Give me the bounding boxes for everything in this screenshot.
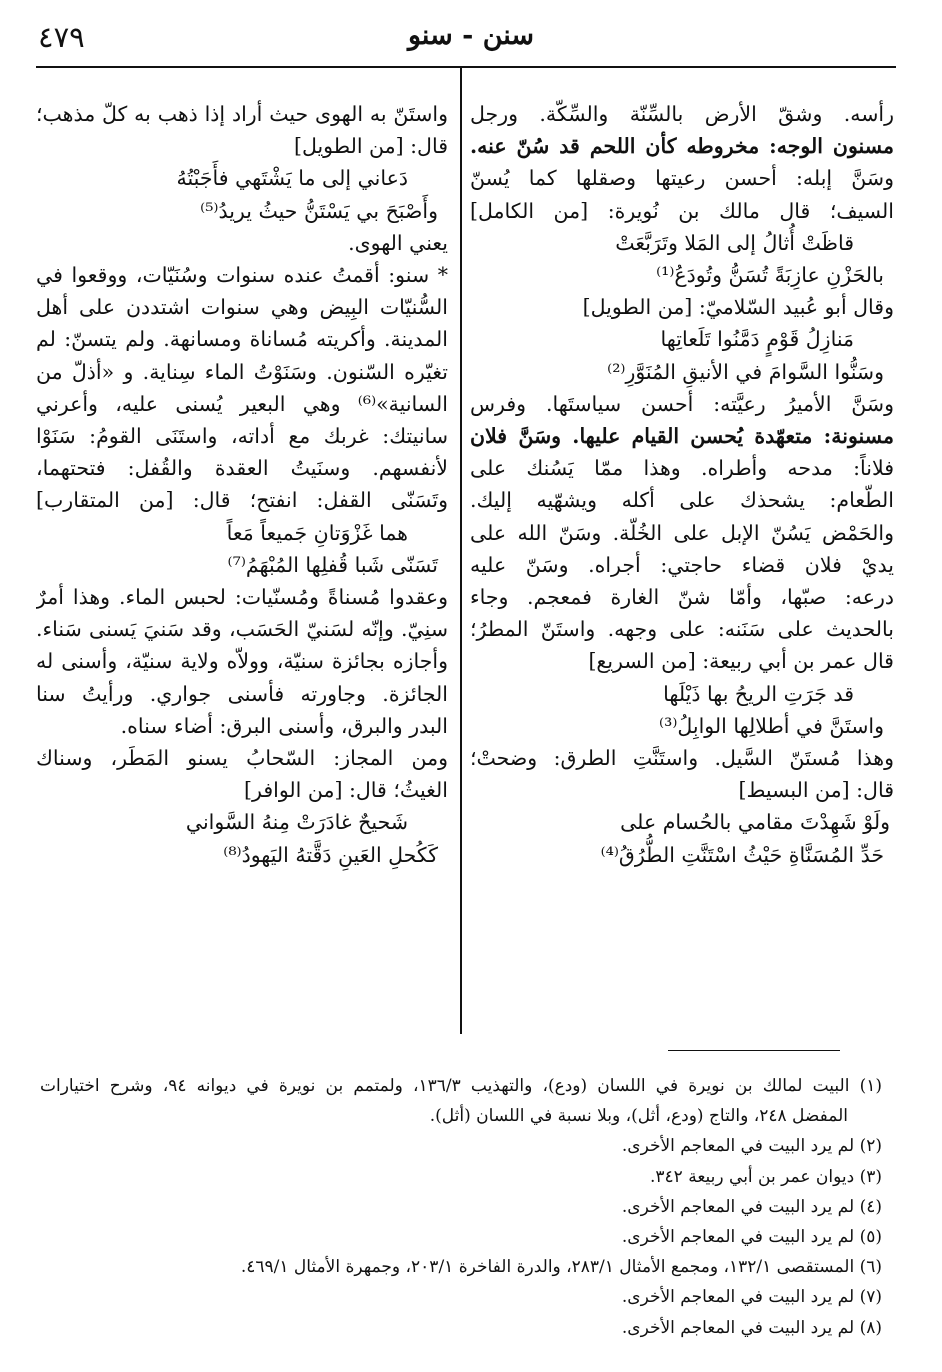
text-line: يعني الهوى. [348, 230, 448, 255]
footnotes [40, 1071, 882, 1343]
text-line: بالحديث على سَنَنه: على وجهه. واستَنّ المطرُ؛ [470, 617, 894, 642]
text-line: فلاناً: مدحه وأطراه. وهذا ممّا يَسُنك على [470, 456, 894, 481]
verse-line: كَكُحلِ العَينِ دَقَّتهُ اليَهودُ⁽⁸⁾ [223, 842, 438, 867]
text-line: وقال أبو عُبيد السّلاميّ: [من الطويل] [582, 295, 894, 320]
footnote: (٣) ديوان عمر بن أبي ربيعة ٣٤٢. [650, 1166, 882, 1187]
verse-line: وسَنُّوا السَّوامَ في الأنيقِ المُنَوَّرِ⁽²⁾ [607, 359, 884, 384]
header-rule [36, 66, 896, 68]
verse-line: وأَصْبَحَ بي يَسْتَنُّ حيثُ يريدُ⁽⁵⁾ [200, 198, 438, 223]
right-column [470, 98, 894, 871]
text-line: السيف؛ قال مالك بن نُويرة: [من الكامل] [470, 198, 894, 223]
verse-line: مَنازِلُ قَوْمٍ دَمَّنُوا تَلَعاتِها [660, 327, 854, 352]
text-line: وتَسَنّى القفل: انفتح؛ قال: [من المتقارب] [36, 488, 448, 513]
verse-line: شَحيحٌ غادَرَتْ مِنهُ السَّواني [185, 810, 408, 835]
text-line: مسنونة: متعهّدة يُحسن القيام عليها. وسَنَّ فلان [470, 424, 894, 449]
page-number: ٤٧٩ [38, 20, 85, 54]
verse-line: هما غَزْوَتانِ جَميعاً مَعاً [226, 520, 408, 545]
verse-line: تَسَنّى شَبا قُفلِها المُبْهَمُ⁽⁷⁾ [227, 552, 438, 577]
text-line: تغيّره السّنون. وسَنَوْتُ الماء سِناية. و «أذلّ من [36, 359, 448, 384]
text-line: سنِيّ. وإنّه لسَنيّ الحَسَب، وقد سَنيَ يَسنى سَناء. [36, 617, 448, 642]
text-line: السُّنيّات البِيض وهي سنوات اشتددن على أهل [36, 295, 448, 320]
text-line: وعقدوا مُسناةً ومُسنّيات: لحبس الماء. وهذا أمرٌ [36, 585, 448, 610]
text-line: قال: [من الطويل] [293, 134, 448, 159]
text-line: البدر والبرق، وأسنى البرق: أضاء سناه. [120, 713, 448, 738]
text-line: مسنون الوجه: مخروطه كأن اللحم قد سُنّ عنه. [470, 134, 894, 159]
text-line: واستَنّ به الهوى حيث أراد إذا ذهب به كلّ مذهب؛ [36, 102, 448, 126]
footnote: (٨) لم يرد البيت في المعاجم الأخرى. [621, 1317, 882, 1338]
footnote-continuation-text: المفضل ٢٤٨، والتاج (ودع، أثل)، وبلا نسبة في اللسان (أثل). [429, 1106, 848, 1127]
footnote: (١) البيت لمالك بن نويرة في اللسان (ودع)، والتهذيب ١٣٦/٣، ولمتمم بن نويرة في ديوانه ٩٤، وشرح اختيارات [40, 1076, 882, 1096]
text-line: الغيثُ؛ قال: [من الوافر] [244, 778, 448, 803]
text-line: قال: [من البسيط] [738, 778, 894, 803]
footnote: (٢) لم يرد البيت في المعاجم الأخرى. [621, 1136, 882, 1157]
text-line: رأسه. وشقّ الأرض بالسِّنّة والسِّكّة. ورجل [470, 102, 894, 126]
verse-line: ولَوْ شَهِدْتَ مقامي بالحُسام على [620, 810, 890, 835]
footnote: (٦) المستقصى ١٣٢/١، ومجمع الأمثال ٢٨٣/١، والدرة الفاخرة ٢٠٣/١، وجمهرة الأمثال ٤٦٩/١. [240, 1257, 882, 1278]
text-line: وهذا مُستَنّ السَّيل. واستَنَّتِ الطرق: وضحتْ؛ [470, 746, 894, 771]
text-line: المدينة. وأكريته مُساناة ومسانهة. ولم يتسنّ: لم [36, 327, 448, 352]
running-head: سنن - سنو [407, 20, 535, 51]
text-line: سانيتك: غربك مع أداته، واستَنَى القومُ: سَنَوْا [36, 424, 448, 449]
verse-line: دَعاني إلى ما يَشْتَهي فأَجَبْتُهُ [176, 166, 408, 191]
text-line: يديْ فلان قضاء حاجتي: أجراه. وسَنّ عليه [470, 552, 894, 577]
verse-line: حَدِّ المُسَنَّاةِ حَيْثُ اسْتَنَّتِ الطُّرُقُ⁽⁴⁾ [600, 842, 884, 867]
text-line: السانية»⁽⁶⁾ وهي البعير يُسنى عليه، وأعرني [36, 391, 448, 416]
text-line: والحَمْض يَسُنّ الإبل على الخُلّة. وسَنّ الله على [470, 520, 894, 545]
text-line: قال عمر بن أبي ربيعة: [من السريع] [588, 649, 894, 674]
text-line: درعه: صبّها، وأمّا شنّ الغارة فمعجم. وجاء [470, 585, 894, 610]
verse-line: واستَنَّ في أطلالِها الوابِلُ⁽³⁾ [659, 713, 884, 738]
text-line: وأجازه بجائزة سنيّة، وولاّه ولاية سنيّة، وأسنى له [36, 649, 448, 674]
left-column [36, 98, 448, 871]
text-line: وسَنَّ الأميرُ رعيَّته: أحسن سياستَها. وفرس [470, 391, 894, 416]
verse-line: قد جَرَتِ الريحُ بها ذَيْلَها [663, 681, 854, 706]
text-line: وسَنَّ إبله: أحسن رعيتها وصقلها كما يُسنّ [470, 166, 894, 191]
text-line: ومن المجاز: السّحابُ يسنو المَطَر، وسناك [36, 746, 448, 771]
verse-line: قاظَتْ أُثالُ إلى المَلا وتَرَبَّعَتْ [615, 230, 854, 255]
text-line: الجائزة. وجاورته فأسنى جواري. ورأيتُ سنا [36, 681, 448, 706]
text-line: الطّعام: يشحذك على أكله ويشهّيه إليك. [470, 488, 894, 513]
footnote: (٥) لم يرد البيت في المعاجم الأخرى. [621, 1227, 882, 1248]
footnote-continuation [40, 1101, 882, 1131]
column-divider [460, 66, 462, 1034]
text-line: * سنو: أقمتُ عنده سنوات وسُنَيّات، ووقعوا في [36, 263, 448, 288]
footnotes-rule [668, 1050, 840, 1051]
text-line: لأنفسهم. وسنَيتُ العقدة والقُفل: فتحتهما، [36, 456, 448, 481]
verse-line: بالحَزْنِ عازِبَةً تُسَنُّ وتُودَعُ⁽¹⁾ [656, 263, 884, 288]
footnote: (٤) لم يرد البيت في المعاجم الأخرى. [621, 1196, 882, 1217]
footnote: (٧) لم يرد البيت في المعاجم الأخرى. [621, 1287, 882, 1308]
